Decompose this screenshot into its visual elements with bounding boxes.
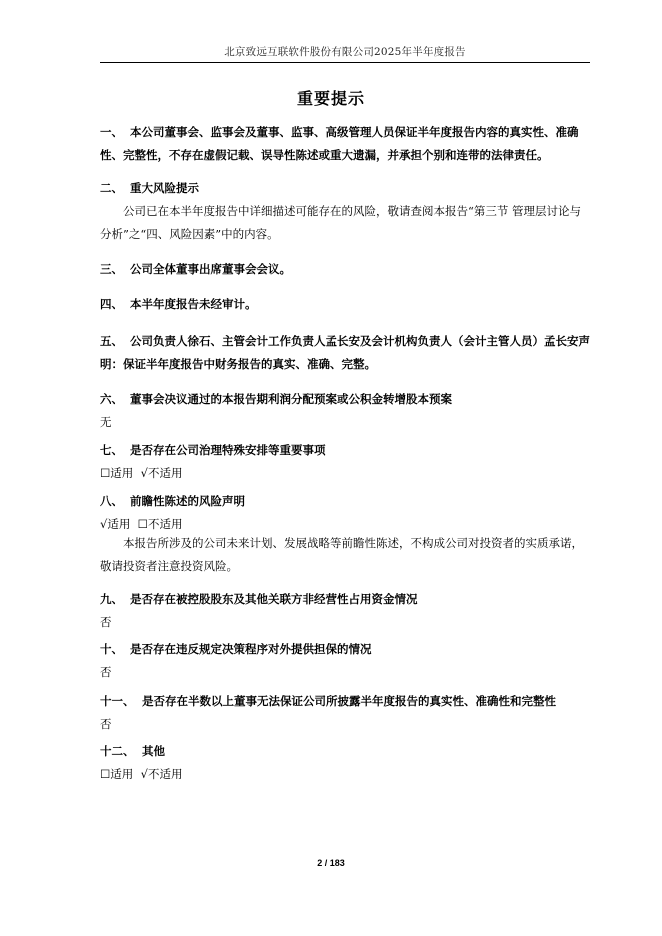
- section-number: 十、: [100, 642, 123, 656]
- section-text: 本半年度报告未经审计。: [130, 297, 257, 311]
- section-heading: 其他: [142, 744, 165, 758]
- section-text: 公司负责人徐石、主管会计工作负责人孟长安及会计机构负责人（会计主管人员）孟长安声明：保证半年度报告中财务报告的真实、准确、完整。: [100, 334, 590, 371]
- page-title: 重要提示: [296, 89, 365, 108]
- section-heading: 是否存在违反规定决策程序对外提供担保的情况: [130, 642, 372, 656]
- section-heading: 前瞻性陈述的风险声明: [130, 494, 245, 508]
- section-number: 二、: [100, 181, 123, 195]
- section-6: [100, 388, 592, 434]
- section-text: 本公司董事会、监事会及董事、监事、高级管理人员保证半年度报告内容的真实性、准确性、完整性，不存在虚假记载、误导性陈述或重大遗漏，并承担个别和连带的法律责任。: [100, 125, 579, 162]
- page-number: 2 / 183: [317, 858, 345, 868]
- section-heading: 重大风险提示: [130, 181, 199, 195]
- section-2: [100, 177, 592, 246]
- section-number: 八、: [100, 494, 123, 508]
- section-8: [100, 490, 592, 578]
- section-4: [100, 293, 592, 316]
- applicability-checkbox-line: ☐适用 √不适用: [100, 466, 183, 480]
- header-rule: [100, 62, 590, 63]
- section-number: 六、: [100, 392, 123, 406]
- section-body: 本报告所涉及的公司未来计划、发展战略等前瞻性陈述，不构成公司对投资者的实质承诺，敬请投资者注意投资风险。: [100, 536, 583, 573]
- section-1: [100, 121, 592, 167]
- section-answer: 否: [100, 615, 112, 629]
- section-number: 三、: [100, 262, 123, 276]
- section-body: 公司已在本半年度报告中详细描述可能存在的风险，敬请查阅本报告“第三节 管理层讨论与分析”之“四、风险因素”中的内容。: [100, 204, 582, 241]
- section-12: [100, 740, 592, 786]
- section-3: [100, 258, 592, 281]
- section-answer: 否: [100, 665, 112, 679]
- applicability-checkbox-line: √适用 ☐不适用: [100, 517, 183, 531]
- applicability-checkbox-line: ☐适用 √不适用: [100, 767, 183, 781]
- section-9: [100, 588, 592, 634]
- section-number: 一、: [100, 125, 123, 139]
- section-heading: 是否存在公司治理特殊安排等重要事项: [130, 443, 326, 457]
- section-10: [100, 638, 592, 684]
- section-heading: 是否存在被控股股东及其他关联方非经营性占用资金情况: [130, 592, 418, 606]
- section-heading: 是否存在半数以上董事无法保证公司所披露半年度报告的真实性、准确性和完整性: [142, 694, 556, 708]
- running-header: 北京致远互联软件股份有限公司2025年半年度报告: [224, 46, 466, 58]
- section-5: [100, 330, 592, 376]
- section-number: 十一、: [100, 694, 135, 708]
- section-number: 七、: [100, 443, 123, 457]
- section-7: [100, 439, 592, 485]
- section-answer: 无: [100, 415, 112, 429]
- section-number: 五、: [100, 334, 123, 348]
- section-heading: 董事会决议通过的本报告期利润分配预案或公积金转增股本预案: [130, 392, 452, 406]
- section-number: 十二、: [100, 744, 135, 758]
- section-answer: 否: [100, 717, 112, 731]
- section-number: 四、: [100, 297, 123, 311]
- section-11: [100, 690, 592, 736]
- section-number: 九、: [100, 592, 123, 606]
- section-text: 公司全体董事出席董事会会议。: [130, 262, 291, 276]
